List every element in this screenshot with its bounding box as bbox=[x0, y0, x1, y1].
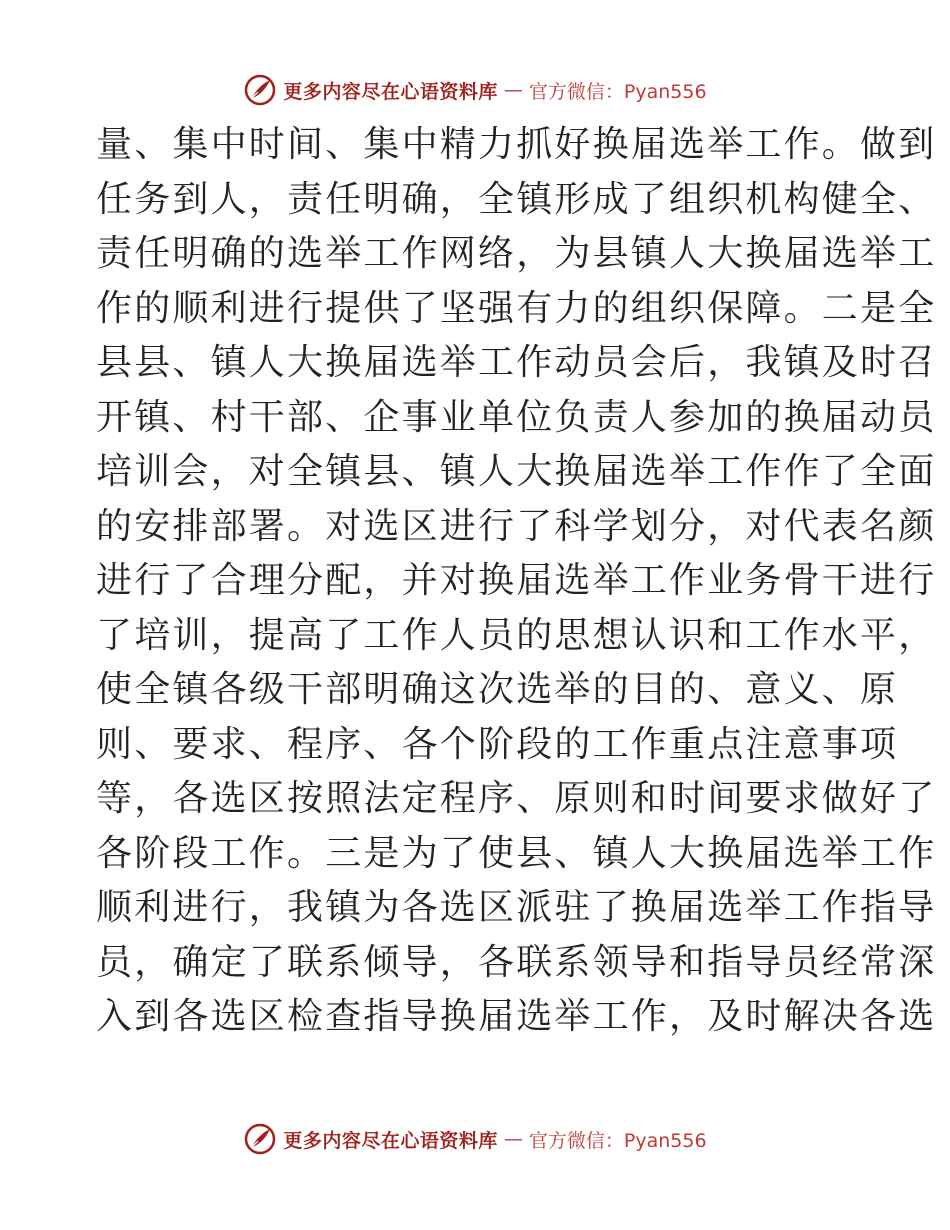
text-line: 任务到人，责任明确，全镇形成了组织机构健全、 bbox=[96, 178, 937, 220]
text-line: 等，各选区按照法定程序、原则和时间要求做好了 bbox=[96, 778, 937, 819]
watermark-wechat: 官方微信：Pyan556 bbox=[528, 80, 707, 103]
text-line: 的安排部署。对选区进行了科学划分，对代表名颜 bbox=[96, 505, 937, 547]
text-line: 开镇、村干部、企事业单位负责人参加的换届动员 bbox=[96, 396, 937, 438]
text-line: 作的顺利进行提供了坚强有力的组织保障。二是全 bbox=[96, 287, 937, 329]
document-body bbox=[96, 118, 937, 1045]
watermark-text: 更多内容尽在心语资料库 bbox=[283, 1129, 498, 1152]
text-line: 使全镇各级干部明确这次选举的目的、意义、原 bbox=[96, 669, 899, 710]
watermark-wechat: 官方微信：Pyan556 bbox=[528, 1129, 707, 1152]
footer-watermark bbox=[0, 1119, 950, 1159]
watermark-separator: — bbox=[503, 1128, 523, 1150]
text-line: 入到各选区检查指导换届选举工作，及时解决各选 bbox=[96, 996, 937, 1037]
text-line: 了培训，提高了工作人员的思想认识和工作水平， bbox=[96, 614, 937, 656]
text-line: 进行了合理分配，并对换届选举工作业务骨干进行 bbox=[96, 560, 937, 601]
text-line: 各阶段工作。三是为了使县、镇人大换届选举工作 bbox=[96, 832, 937, 874]
text-line: 员，确定了联系倾导，各联系领导和指导员经常深 bbox=[96, 941, 937, 983]
text-line: 县县、镇人大换届选举工作动员会后，我镇及时召 bbox=[96, 342, 937, 383]
text-line: 则、要求、程序、各个阶段的工作重点注意事项 bbox=[96, 723, 899, 765]
text-line: 培训会，对全镇县、镇人大换届选举工作作了全面 bbox=[96, 451, 937, 492]
watermark-text: 更多内容尽在心语资料库 bbox=[283, 80, 498, 103]
text-line: 量、集中时间、集中精力抓好换届选举工作。做到 bbox=[96, 124, 937, 165]
text-line: 顺利进行，我镇为各选区派驻了换届选举工作指导 bbox=[96, 887, 937, 928]
header-watermark bbox=[0, 70, 950, 110]
quill-logo-icon bbox=[243, 1122, 277, 1156]
text-line: 责任明确的选举工作网络，为县镇人大换届选举工 bbox=[96, 233, 937, 274]
quill-logo-icon bbox=[243, 73, 277, 107]
watermark-separator: — bbox=[503, 79, 523, 101]
